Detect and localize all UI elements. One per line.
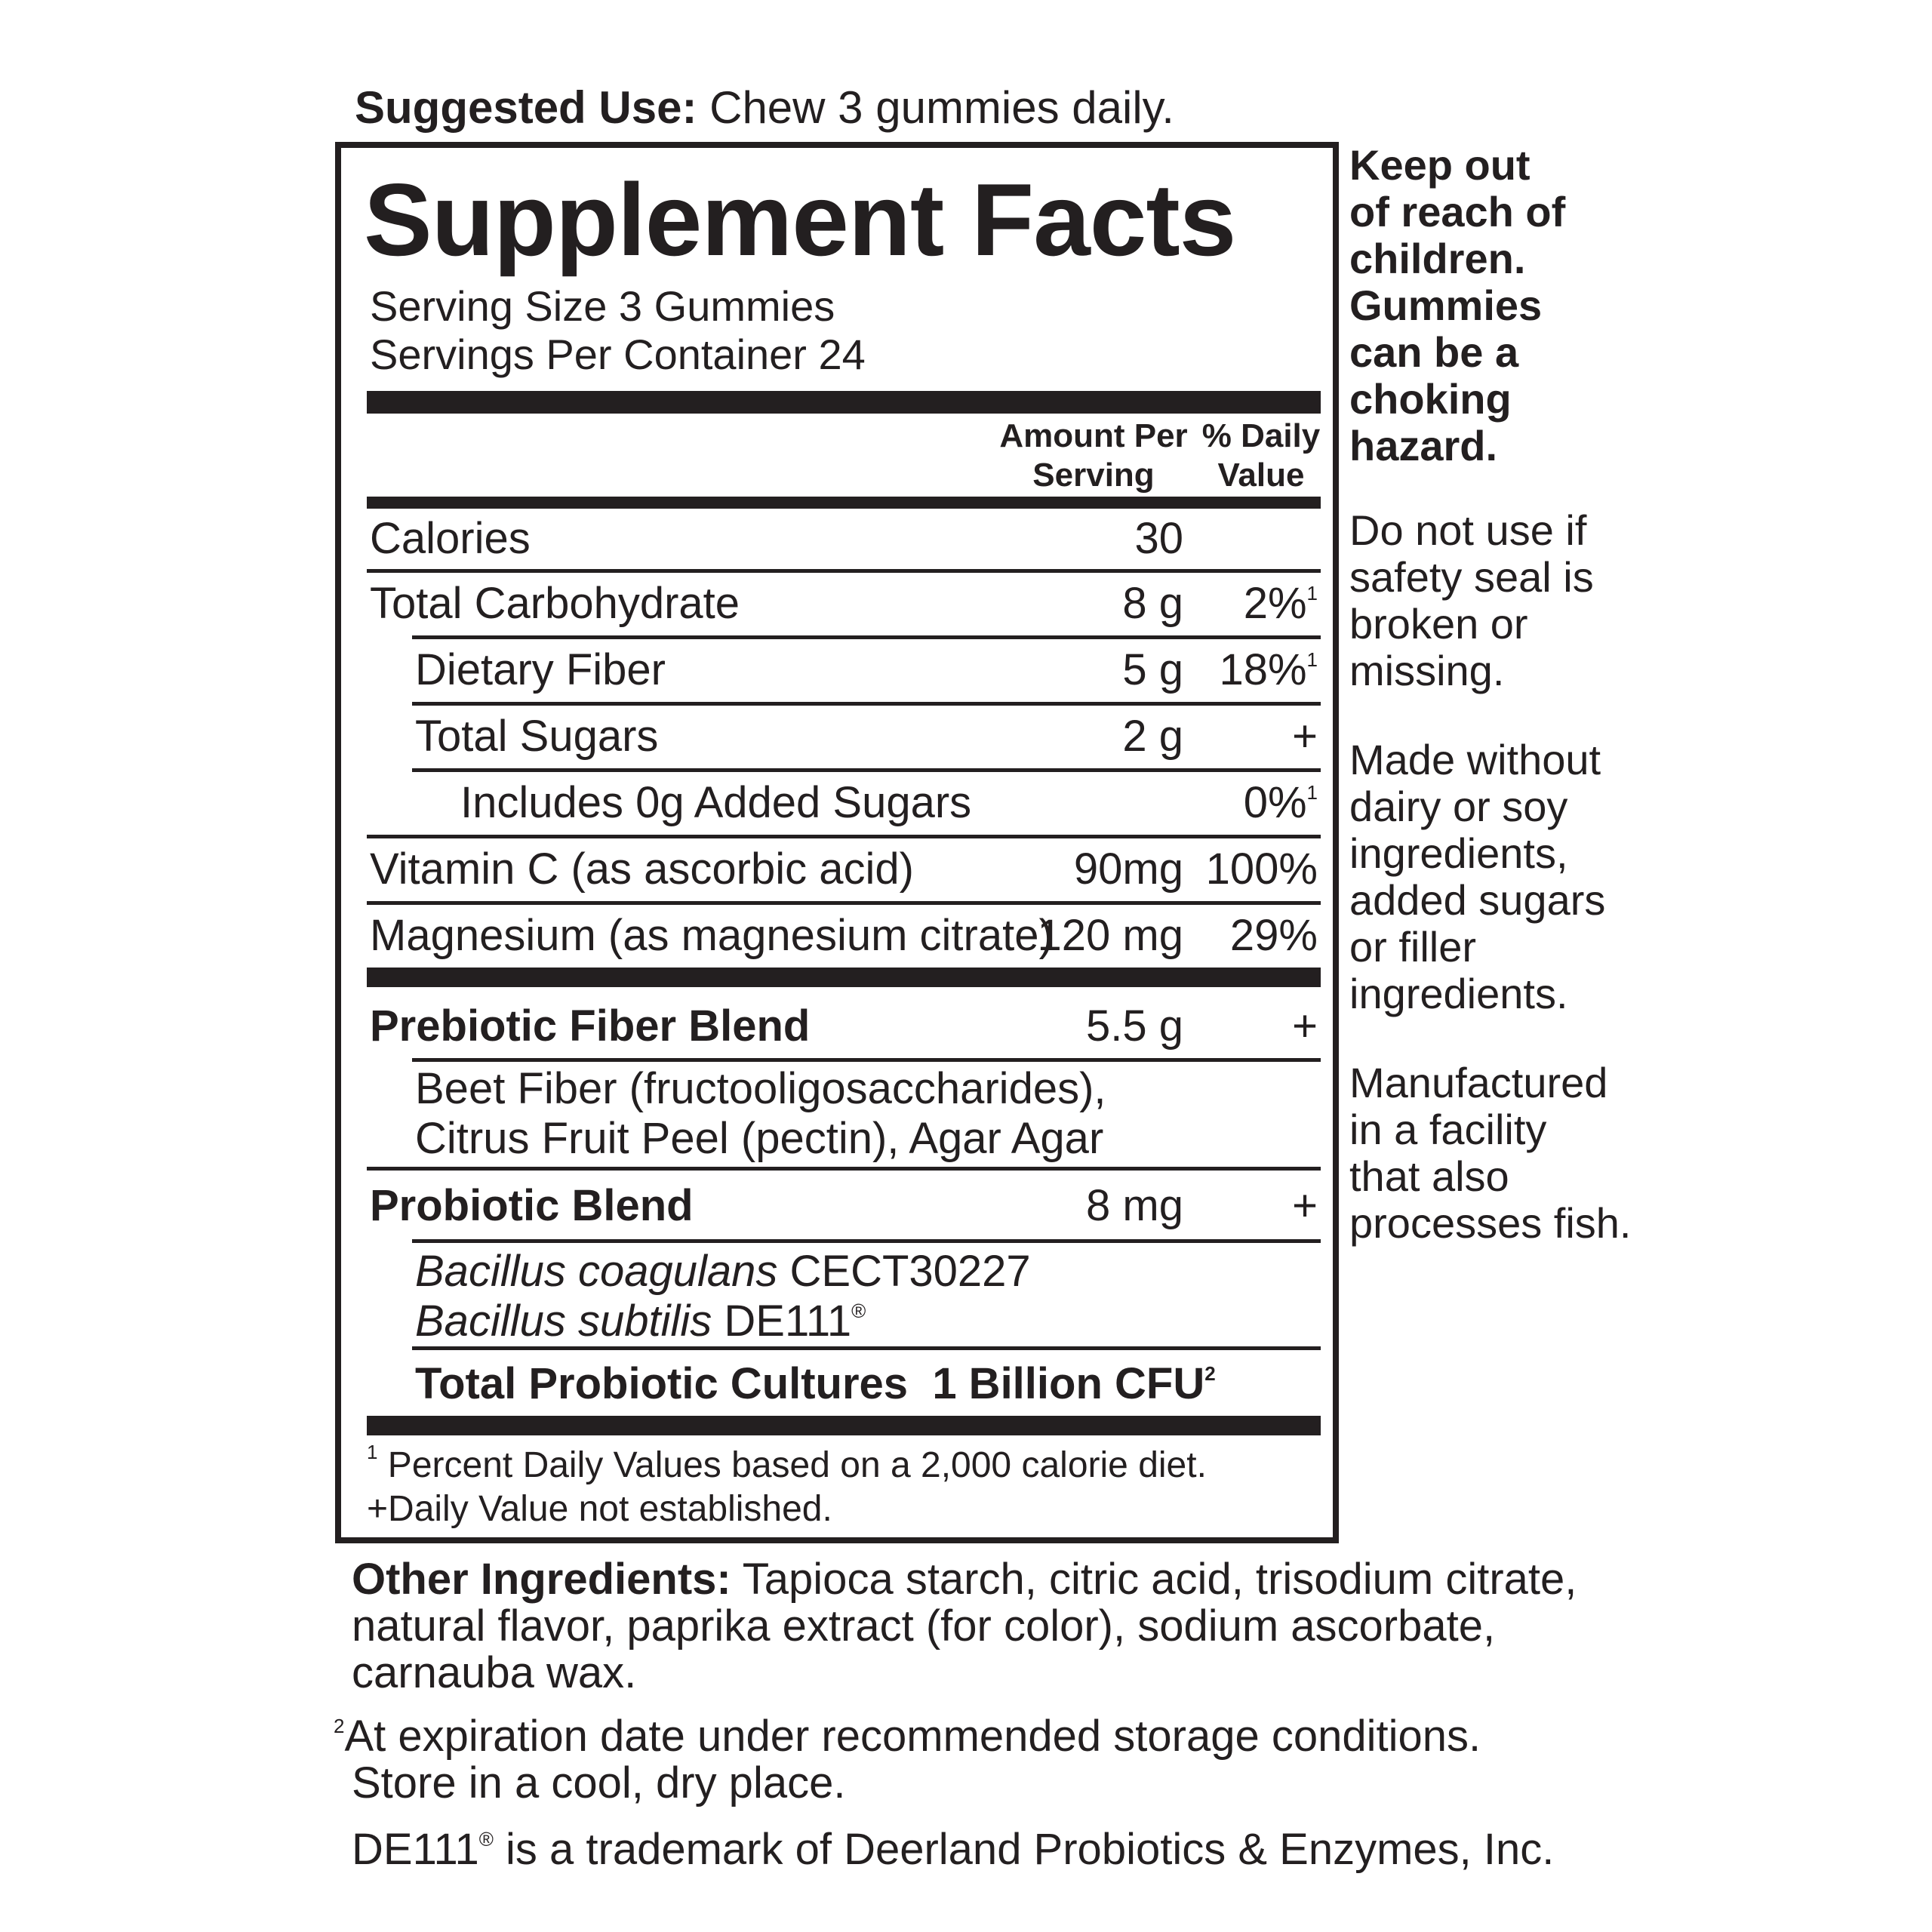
prebiotic-daily-value: + [1292, 1001, 1318, 1051]
total-probiotic-cultures: Total Probiotic Cultures 1 Billion CFU$^2$ [415, 1359, 1216, 1408]
nutrient-label: Includes 0g Added Sugars [460, 778, 972, 827]
medium-divider [367, 497, 1321, 509]
row-divider [367, 901, 1321, 905]
probiotic-amount: 8 mg [1086, 1181, 1183, 1230]
trademark-note: DE111® is a trademark of Deerland Probiotics & Enzymes, Inc. [352, 1825, 1555, 1874]
row-divider [367, 569, 1321, 573]
nutrient-row [367, 773, 1321, 833]
servings-per-container: Servings Per Container 24 [370, 331, 866, 378]
suggested-use [355, 82, 1174, 134]
footnote-daily-values: $^1$ Percent Daily Values based on a 2,000 calorie diet. [367, 1441, 1207, 1485]
nutrient-amount: 90mg [1073, 844, 1183, 894]
nutrient-row [367, 640, 1321, 700]
row-divider [412, 768, 1321, 772]
nutrient-daily-value: 2%$^1$ [1243, 579, 1318, 628]
probiotic-daily-value: + [1292, 1181, 1318, 1230]
supplement-facts-panel [335, 142, 1339, 1543]
nutrient-label: Total Carbohydrate [370, 579, 740, 628]
prebiotic-label: Prebiotic Fiber Blend [370, 1001, 811, 1051]
nutrient-daily-value: + [1292, 712, 1318, 761]
panel-title: Supplement Facts [364, 162, 1236, 277]
expiration-note: $^2$At expiration date under recommended storage conditions. Store in a cool, dry place. [334, 1712, 1481, 1807]
nutrient-daily-value: 29% [1229, 911, 1318, 960]
column-header-amount [999, 417, 1188, 495]
nutrient-label: Dietary Fiber [415, 645, 666, 694]
nutrient-row [367, 509, 1321, 569]
safety-seal-notice: Do not use if safety seal is broken or missing. [1349, 506, 1594, 694]
nutrient-daily-value: 18%$^1$ [1219, 645, 1318, 694]
suggested-use-text: Chew 3 gummies daily. [697, 82, 1174, 133]
row-divider [412, 1346, 1321, 1350]
column-header-dv-line2: Value [1217, 457, 1305, 494]
nutrient-row [367, 574, 1321, 634]
nutrient-row [367, 839, 1321, 900]
row-divider [412, 702, 1321, 706]
probiotic-strain: Bacillus subtilis DE111® [415, 1297, 866, 1346]
nutrient-amount: 5 g [1122, 645, 1183, 694]
probiotic-strains [415, 1247, 1031, 1346]
nutrient-amount: 2 g [1122, 712, 1183, 761]
nutrient-amount: 8 g [1122, 579, 1183, 628]
nutrient-label: Total Sugars [415, 712, 659, 761]
thick-divider [367, 968, 1321, 987]
prebiotic-ingredient-line: Beet Fiber (fructooligosaccharides), [415, 1064, 1106, 1113]
probiotic-strain: Bacillus coagulans CECT30227 [415, 1247, 1031, 1296]
row-divider [412, 1239, 1321, 1243]
prebiotic-ingredient-line: Citrus Fruit Peel (pectin), Agar Agar [415, 1114, 1104, 1163]
probiotic-row [367, 1176, 1321, 1236]
serving-size: Serving Size 3 Gummies [370, 282, 835, 330]
suggested-use-label: Suggested Use: [355, 82, 697, 133]
thick-divider [367, 1416, 1321, 1435]
nutrient-amount: 120 mg [1037, 911, 1183, 960]
row-divider [367, 835, 1321, 838]
column-header-dv [1197, 417, 1325, 495]
other-ingredients: Other Ingredients: Tapioca starch, citric acid, trisodium citrate, natural flavor, paprika extract (for color), sodium ascorbate, carnauba wax. [352, 1555, 1577, 1697]
column-header-dv-line1: % Daily [1201, 417, 1321, 454]
nutrient-daily-value: 100% [1205, 844, 1318, 894]
made-without-notice: Made without dairy or soy ingredients, added sugars or filler ingredients. [1349, 736, 1606, 1017]
nutrient-amount: 30 [1134, 514, 1183, 563]
probiotic-label: Probiotic Blend [370, 1181, 694, 1230]
row-divider [412, 1058, 1321, 1062]
nutrient-daily-value: 0%$^1$ [1243, 778, 1318, 827]
nutrient-row [367, 706, 1321, 767]
column-header-amount-line2: Serving [1032, 457, 1155, 494]
nutrient-label: Magnesium (as magnesium citrate) [370, 911, 1054, 960]
nutrient-label: Vitamin C (as ascorbic acid) [370, 844, 914, 894]
nutrient-label: Calories [370, 514, 531, 563]
row-divider [367, 1167, 1321, 1171]
choking-warning: Keep out of reach of children. Gummies can be a choking hazard. [1349, 141, 1566, 469]
row-divider [412, 635, 1321, 639]
column-header-amount-line1: Amount Per [999, 417, 1188, 454]
prebiotic-row [367, 996, 1321, 1057]
footnote-not-established: +Daily Value not established. [367, 1489, 832, 1529]
nutrient-row [367, 906, 1321, 966]
thick-divider [367, 391, 1321, 414]
other-ingredients-label: Other Ingredients: [352, 1555, 731, 1604]
prebiotic-amount: 5.5 g [1086, 1001, 1183, 1051]
facility-notice: Manufactured in a facility that also processes fish. [1349, 1059, 1632, 1247]
prebiotic-ingredients [415, 1064, 1106, 1164]
